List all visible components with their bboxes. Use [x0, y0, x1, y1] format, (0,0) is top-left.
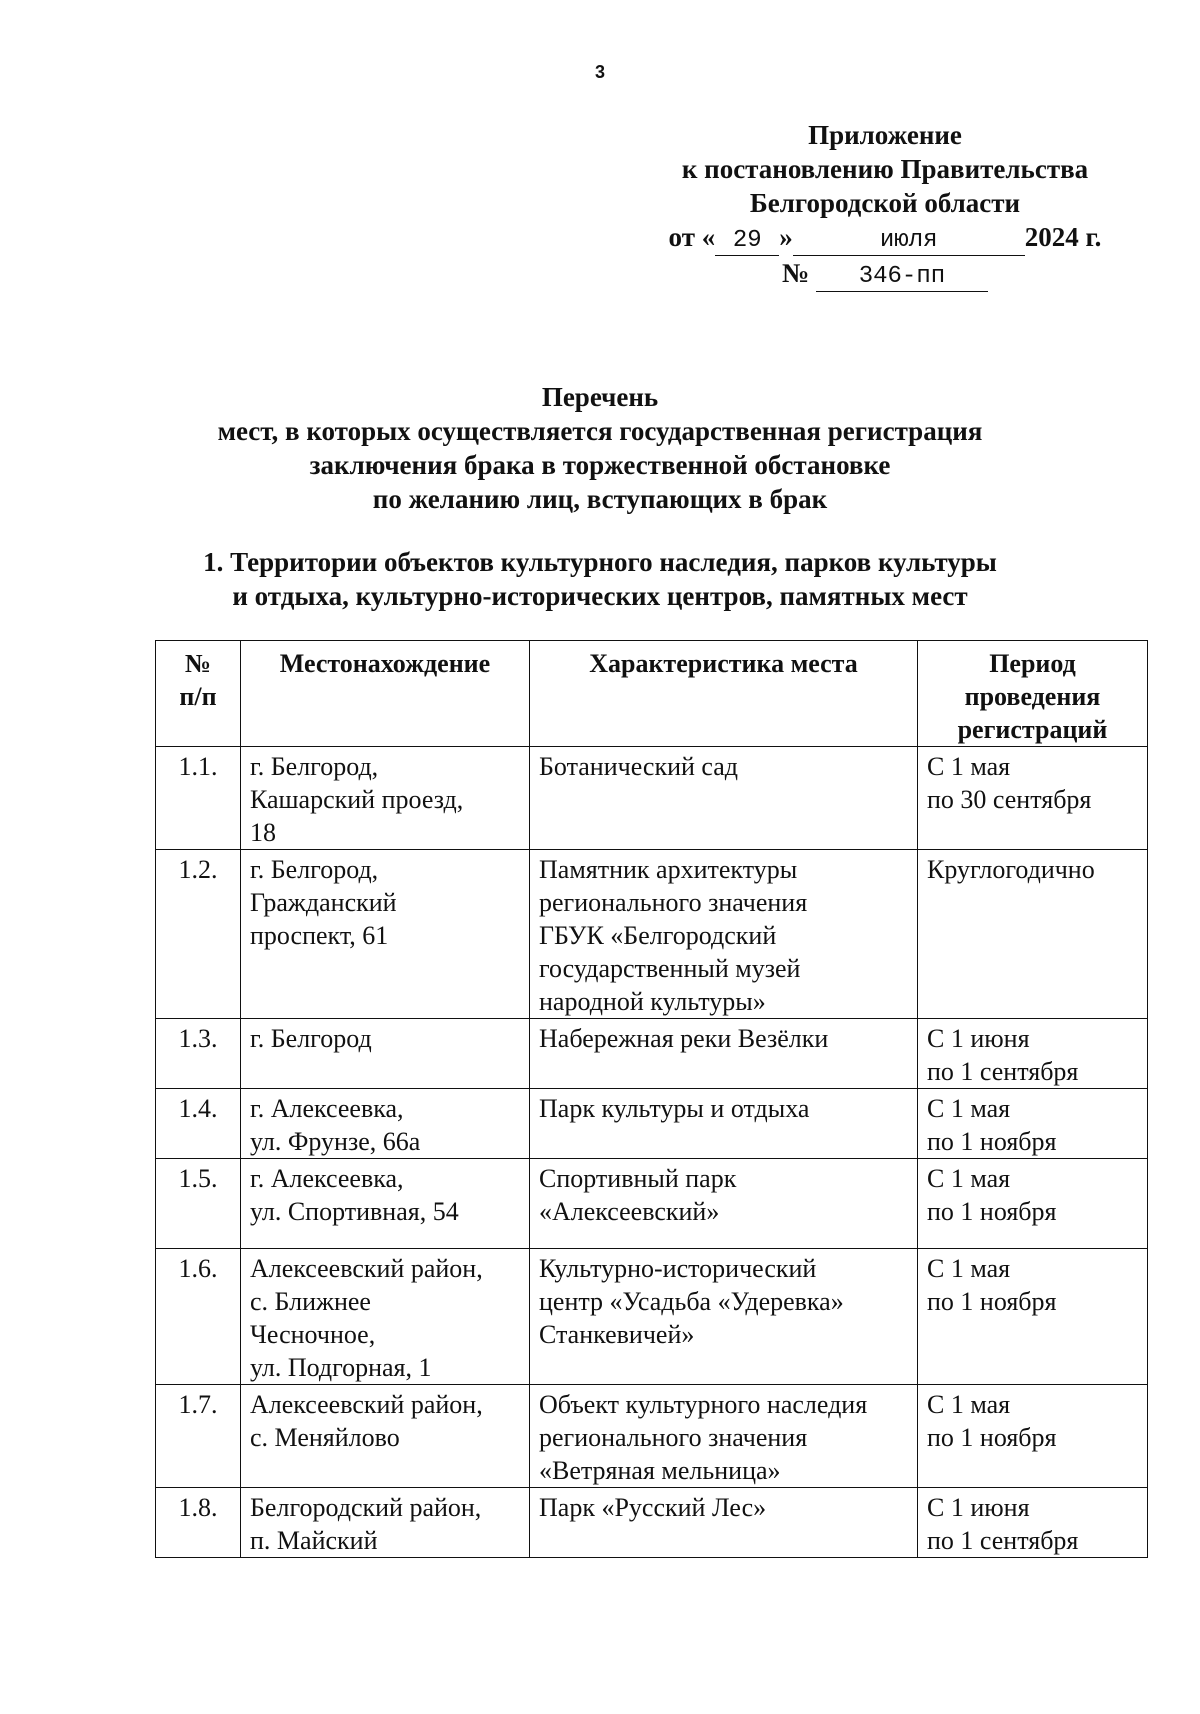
row-description-line: народной культуры» [539, 987, 766, 1016]
number-prefix: № [782, 258, 810, 288]
appendix-number-line [640, 256, 1130, 292]
places-table [155, 640, 1148, 1558]
table-row [156, 1019, 1148, 1089]
row-description [530, 1249, 918, 1385]
page-number: 3 [594, 62, 605, 82]
row-location-line: г. Белгород [250, 1024, 372, 1053]
document-number: 346-пп [816, 263, 988, 292]
row-number: 1.1. [156, 747, 241, 850]
row-description [530, 1159, 918, 1249]
row-period [918, 1019, 1148, 1089]
row-description [530, 747, 918, 850]
row-period-line: С 1 мая [927, 752, 1011, 781]
row-description [530, 1019, 918, 1089]
header-description: Характеристика места [530, 641, 918, 747]
date-mid: » [779, 222, 793, 252]
row-location [241, 1249, 530, 1385]
row-number: 1.3. [156, 1019, 241, 1089]
document-title [100, 380, 1100, 516]
row-description-line: Набережная реки Везёлки [539, 1024, 829, 1053]
section-heading-line-1: 1. Территории объектов культурного наследия, парков культуры [203, 547, 997, 577]
date-day: 29 [715, 227, 779, 256]
section-heading [100, 545, 1100, 613]
row-location-line: Алексеевский район, [250, 1390, 483, 1419]
row-location [241, 1159, 530, 1249]
appendix-title: Приложение [808, 120, 962, 150]
row-location-line: г. Белгород, [250, 855, 379, 884]
row-period-line: по 1 сентября [927, 1057, 1079, 1086]
row-period-line: С 1 мая [927, 1390, 1011, 1419]
row-period [918, 850, 1148, 1019]
row-period-line: по 1 ноября [927, 1127, 1057, 1156]
row-period-line: С 1 июня [927, 1493, 1030, 1522]
row-description-line: регионального значения [539, 1423, 808, 1452]
row-location-line: ул. Спортивная, 54 [250, 1197, 459, 1226]
row-location-line: ул. Подгорная, 1 [250, 1353, 432, 1382]
row-period [918, 1089, 1148, 1159]
header-location: Местонахождение [241, 641, 530, 747]
row-number: 1.7. [156, 1385, 241, 1488]
row-period-line: по 1 ноября [927, 1423, 1057, 1452]
row-location [241, 850, 530, 1019]
date-month: июля [793, 227, 1025, 256]
row-description-line: Станкевичей» [539, 1320, 695, 1349]
row-period-line: С 1 мая [927, 1254, 1011, 1283]
table-row [156, 1488, 1148, 1558]
row-number: 1.5. [156, 1159, 241, 1249]
table-row [156, 1249, 1148, 1385]
row-period-line: по 30 сентября [927, 785, 1092, 814]
row-description-line: Парк «Русский Лес» [539, 1493, 767, 1522]
title-line-4: по желанию лиц, вступающих в брак [372, 484, 828, 514]
table-row [156, 1159, 1148, 1249]
row-description-line: «Алексеевский» [539, 1197, 720, 1226]
row-location-line: 18 [250, 818, 276, 847]
title-line-1: Перечень [541, 382, 659, 412]
header-number: № п/п [156, 641, 241, 747]
row-period [918, 1385, 1148, 1488]
row-period-line: по 1 ноября [927, 1287, 1057, 1316]
table-row [156, 1385, 1148, 1488]
title-line-3: заключения брака в торжественной обстановке [309, 450, 891, 480]
table-row [156, 747, 1148, 850]
row-location-line: г. Алексеевка, [250, 1094, 404, 1123]
table-header-row [156, 641, 1148, 747]
appendix-region-line: Белгородской области [749, 188, 1021, 218]
header-period: Период проведения регистраций [918, 641, 1148, 747]
row-period-line: по 1 сентября [927, 1526, 1079, 1555]
row-description [530, 850, 918, 1019]
row-period-line: С 1 мая [927, 1164, 1011, 1193]
row-description-line: ГБУК «Белгородский [539, 921, 777, 950]
row-location-line: Белгородский район, [250, 1493, 482, 1522]
row-number: 1.4. [156, 1089, 241, 1159]
section-heading-line-2: и отдыха, культурно-исторических центров, памятных мест [232, 581, 968, 611]
row-period [918, 747, 1148, 850]
row-location-line: Гражданский [250, 888, 397, 917]
row-location [241, 1019, 530, 1089]
date-prefix: от « [668, 222, 716, 252]
table-row [156, 1089, 1148, 1159]
row-location-line: Алексеевский район, [250, 1254, 483, 1283]
row-description-line: центр «Усадьба «Удеревка» [539, 1287, 844, 1316]
row-description-line: Памятник архитектуры [539, 855, 798, 884]
row-period-line: Круглогодично [927, 855, 1095, 884]
row-location-line: п. Майский [250, 1526, 378, 1555]
row-description-line: Ботанический сад [539, 752, 739, 781]
row-location [241, 1089, 530, 1159]
row-location-line: с. Меняйлово [250, 1423, 400, 1452]
row-number: 1.6. [156, 1249, 241, 1385]
row-description-line: Парк культуры и отдыха [539, 1094, 810, 1123]
row-location-line: Чесночное, [250, 1320, 376, 1349]
row-description [530, 1089, 918, 1159]
row-description-line: Объект культурного наследия [539, 1390, 868, 1419]
row-location-line: г. Белгород, [250, 752, 379, 781]
date-year: 2024 г. [1024, 222, 1102, 252]
row-location-line: Кашарский проезд, [250, 785, 464, 814]
row-description-line: Культурно-исторический [539, 1254, 817, 1283]
row-description-line: Спортивный парк [539, 1164, 737, 1193]
row-location [241, 747, 530, 850]
table-body [156, 747, 1148, 1558]
row-period [918, 1249, 1148, 1385]
row-period-line: С 1 мая [927, 1094, 1011, 1123]
row-number: 1.8. [156, 1488, 241, 1558]
row-description-line: «Ветряная мельница» [539, 1456, 781, 1485]
row-description [530, 1385, 918, 1488]
row-period [918, 1488, 1148, 1558]
row-description-line: регионального значения [539, 888, 808, 917]
row-location [241, 1385, 530, 1488]
row-location [241, 1488, 530, 1558]
row-period-line: С 1 июня [927, 1024, 1030, 1053]
row-location-line: с. Ближнее [250, 1287, 371, 1316]
row-location-line: проспект, 61 [250, 921, 389, 950]
row-period [918, 1159, 1148, 1249]
row-period-line: по 1 ноября [927, 1197, 1057, 1226]
title-line-2: мест, в которых осуществляется государственная регистрация [217, 416, 983, 446]
row-number: 1.2. [156, 850, 241, 1019]
appendix-date-line [640, 220, 1130, 256]
table-row [156, 850, 1148, 1019]
row-description-line: государственный музей [539, 954, 801, 983]
row-location-line: г. Алексеевка, [250, 1164, 404, 1193]
appendix-resolution-line: к постановлению Правительства [681, 154, 1089, 184]
row-description [530, 1488, 918, 1558]
row-location-line: ул. Фрунзе, 66а [250, 1127, 421, 1156]
appendix-header [640, 118, 1130, 292]
